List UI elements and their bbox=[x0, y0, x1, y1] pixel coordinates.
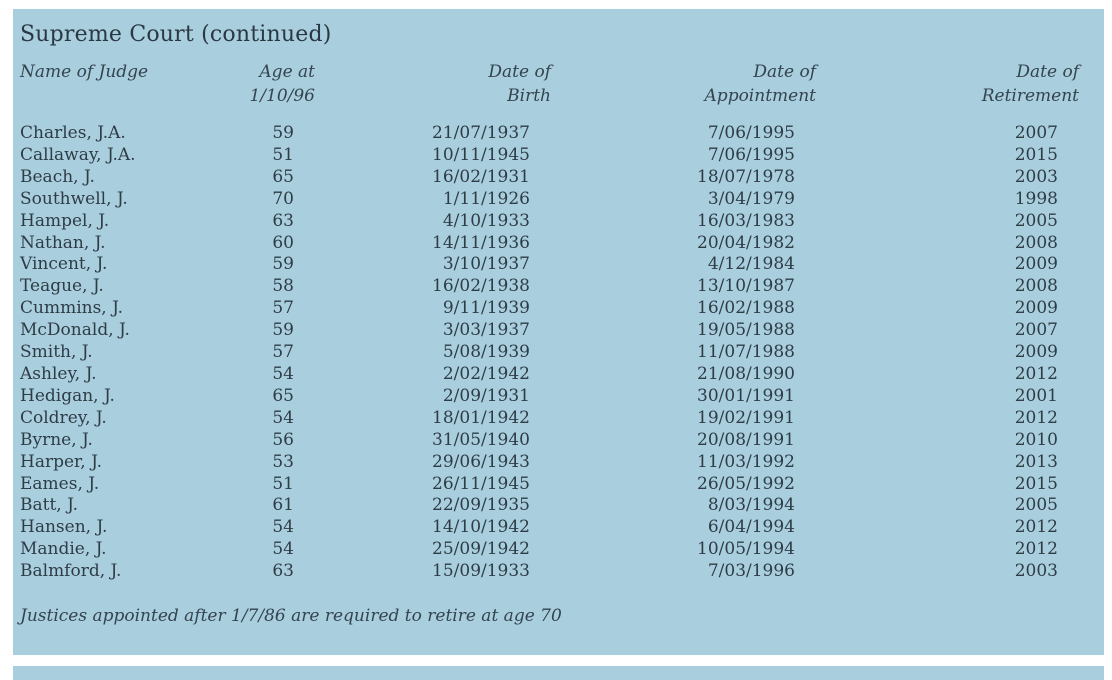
cell-name: Byrne, J. bbox=[20, 429, 93, 450]
cell-doa: 11/03/1992 bbox=[697, 451, 795, 472]
table-row bbox=[20, 386, 1058, 408]
judges-table bbox=[20, 123, 1058, 583]
cell-dor: 2012 bbox=[1014, 407, 1058, 428]
cell-doa: 13/10/1987 bbox=[697, 276, 795, 297]
cell-dor: 2008 bbox=[1014, 232, 1058, 253]
cell-name: Hampel, J. bbox=[20, 210, 110, 231]
cell-dor: 2012 bbox=[1014, 517, 1058, 538]
cell-doa: 7/06/1995 bbox=[707, 144, 795, 165]
cell-dob: 18/01/1942 bbox=[432, 407, 530, 428]
cell-doa: 26/05/1992 bbox=[697, 473, 795, 494]
cell-dob: 5/08/1939 bbox=[442, 342, 530, 363]
cell-doa: 16/02/1988 bbox=[697, 298, 795, 319]
cell-name: Charles, J.A. bbox=[20, 123, 126, 143]
cell-dor: 2007 bbox=[1014, 320, 1058, 341]
header-name-of-judge: Name of Judge bbox=[20, 62, 149, 82]
cell-age: 57 bbox=[272, 298, 294, 319]
cell-age: 61 bbox=[272, 495, 294, 516]
cell-dob: 31/05/1940 bbox=[432, 429, 530, 450]
table-row bbox=[20, 495, 1058, 517]
cell-age: 65 bbox=[272, 166, 294, 187]
cell-name: Hansen, J. bbox=[20, 517, 108, 538]
cell-dob: 4/10/1933 bbox=[442, 210, 530, 231]
cell-dor: 2009 bbox=[1014, 298, 1058, 319]
cell-doa: 20/04/1982 bbox=[697, 232, 795, 253]
cell-doa: 7/03/1996 bbox=[707, 561, 795, 582]
table-row bbox=[20, 254, 1058, 276]
cell-dor: 2003 bbox=[1014, 166, 1058, 187]
cell-age: 63 bbox=[272, 210, 294, 231]
cell-dob: 9/11/1939 bbox=[442, 298, 530, 319]
cell-doa: 11/07/1988 bbox=[697, 342, 795, 363]
cell-dob: 1/11/1926 bbox=[442, 188, 530, 209]
cell-dob: 29/06/1943 bbox=[432, 451, 530, 472]
cell-age: 51 bbox=[272, 144, 294, 165]
cell-name: Southwell, J. bbox=[20, 188, 128, 209]
next-panel-top bbox=[13, 666, 1104, 680]
cell-name: McDonald, J. bbox=[20, 320, 130, 341]
cell-doa: 4/12/1984 bbox=[707, 254, 795, 275]
cell-dor: 1998 bbox=[1014, 188, 1058, 209]
cell-dob: 21/07/1937 bbox=[432, 123, 530, 143]
cell-dob: 16/02/1931 bbox=[432, 166, 530, 187]
cell-age: 58 bbox=[272, 276, 294, 297]
cell-dob: 15/09/1933 bbox=[432, 561, 530, 582]
section-title: Supreme Court (continued) bbox=[20, 22, 332, 47]
cell-age: 59 bbox=[272, 320, 294, 341]
table-row bbox=[20, 364, 1058, 386]
footnote: Justices appointed after 1/7/86 are required to retire at age 70 bbox=[20, 606, 562, 626]
cell-doa: 7/06/1995 bbox=[707, 123, 795, 143]
cell-age: 54 bbox=[272, 517, 294, 538]
cell-name: Nathan, J. bbox=[20, 232, 106, 253]
table-row bbox=[20, 474, 1058, 496]
cell-dor: 2005 bbox=[1014, 495, 1058, 516]
cell-age: 53 bbox=[272, 451, 294, 472]
cell-name: Vincent, J. bbox=[20, 254, 108, 275]
table-row bbox=[20, 145, 1058, 167]
cell-dor: 2015 bbox=[1014, 144, 1058, 165]
header-date-of-appointment: Date of Appointment bbox=[704, 62, 816, 106]
cell-doa: 21/08/1990 bbox=[697, 363, 795, 384]
cell-dor: 2013 bbox=[1014, 451, 1058, 472]
cell-dor: 2012 bbox=[1014, 539, 1058, 560]
table-row bbox=[20, 167, 1058, 189]
table-row bbox=[20, 320, 1058, 342]
cell-dob: 2/09/1931 bbox=[442, 385, 530, 406]
cell-age: 63 bbox=[272, 561, 294, 582]
cell-age: 57 bbox=[272, 342, 294, 363]
cell-age: 54 bbox=[272, 407, 294, 428]
cell-dob: 3/10/1937 bbox=[442, 254, 530, 275]
cell-dor: 2009 bbox=[1014, 254, 1058, 275]
cell-dor: 2010 bbox=[1014, 429, 1058, 450]
cell-doa: 19/02/1991 bbox=[697, 407, 795, 428]
cell-doa: 6/04/1994 bbox=[707, 517, 795, 538]
cell-age: 70 bbox=[272, 188, 294, 209]
cell-dor: 2009 bbox=[1014, 342, 1058, 363]
cell-name: Eames, J. bbox=[20, 473, 100, 494]
cell-name: Smith, J. bbox=[20, 342, 93, 363]
cell-dor: 2008 bbox=[1014, 276, 1058, 297]
cell-age: 59 bbox=[272, 123, 294, 143]
cell-age: 54 bbox=[272, 363, 294, 384]
table-row bbox=[20, 408, 1058, 430]
cell-dob: 25/09/1942 bbox=[432, 539, 530, 560]
table-row bbox=[20, 539, 1058, 561]
cell-dor: 2007 bbox=[1014, 123, 1058, 143]
cell-name: Batt, J. bbox=[20, 495, 78, 516]
judges-table-body bbox=[20, 123, 1058, 583]
table-row bbox=[20, 561, 1058, 583]
table-row bbox=[20, 452, 1058, 474]
cell-name: Mandie, J. bbox=[20, 539, 107, 560]
table-row bbox=[20, 189, 1058, 211]
header-age: Age at 1/10/96 bbox=[249, 62, 315, 106]
cell-dob: 2/02/1942 bbox=[442, 363, 530, 384]
header-date-of-retirement: Date of Retirement bbox=[981, 62, 1079, 106]
cell-doa: 30/01/1991 bbox=[697, 385, 795, 406]
cell-name: Hedigan, J. bbox=[20, 385, 115, 406]
cell-name: Beach, J. bbox=[20, 166, 95, 187]
cell-dor: 2005 bbox=[1014, 210, 1058, 231]
cell-dor: 2015 bbox=[1014, 473, 1058, 494]
cell-dor: 2003 bbox=[1014, 561, 1058, 582]
cell-dob: 16/02/1938 bbox=[432, 276, 530, 297]
cell-age: 60 bbox=[272, 232, 294, 253]
cell-dor: 2001 bbox=[1014, 385, 1058, 406]
header-date-of-birth: Date of Birth bbox=[488, 62, 551, 106]
cell-age: 65 bbox=[272, 385, 294, 406]
cell-doa: 18/07/1978 bbox=[697, 166, 795, 187]
cell-name: Balmford, J. bbox=[20, 561, 122, 582]
cell-dob: 22/09/1935 bbox=[432, 495, 530, 516]
cell-name: Harper, J. bbox=[20, 451, 102, 472]
cell-doa: 3/04/1979 bbox=[707, 188, 795, 209]
cell-doa: 19/05/1988 bbox=[697, 320, 795, 341]
cell-dob: 14/11/1936 bbox=[432, 232, 530, 253]
table-row bbox=[20, 342, 1058, 364]
table-row bbox=[20, 430, 1058, 452]
cell-doa: 8/03/1994 bbox=[707, 495, 795, 516]
cell-doa: 16/03/1983 bbox=[697, 210, 795, 231]
cell-name: Coldrey, J. bbox=[20, 407, 107, 428]
table-row bbox=[20, 233, 1058, 255]
table-row bbox=[20, 123, 1058, 145]
cell-doa: 20/08/1991 bbox=[697, 429, 795, 450]
cell-age: 51 bbox=[272, 473, 294, 494]
cell-name: Ashley, J. bbox=[20, 363, 97, 384]
cell-dob: 26/11/1945 bbox=[432, 473, 530, 494]
cell-name: Cummins, J. bbox=[20, 298, 124, 319]
table-row bbox=[20, 211, 1058, 233]
cell-name: Teague, J. bbox=[20, 276, 104, 297]
table-row bbox=[20, 276, 1058, 298]
cell-dob: 14/10/1942 bbox=[432, 517, 530, 538]
cell-dob: 10/11/1945 bbox=[432, 144, 530, 165]
cell-name: Callaway, J.A. bbox=[20, 144, 136, 165]
cell-dob: 3/03/1937 bbox=[442, 320, 530, 341]
cell-doa: 10/05/1994 bbox=[697, 539, 795, 560]
cell-dor: 2012 bbox=[1014, 363, 1058, 384]
cell-age: 59 bbox=[272, 254, 294, 275]
table-row bbox=[20, 517, 1058, 539]
cell-age: 56 bbox=[272, 429, 294, 450]
table-row bbox=[20, 298, 1058, 320]
cell-age: 54 bbox=[272, 539, 294, 560]
